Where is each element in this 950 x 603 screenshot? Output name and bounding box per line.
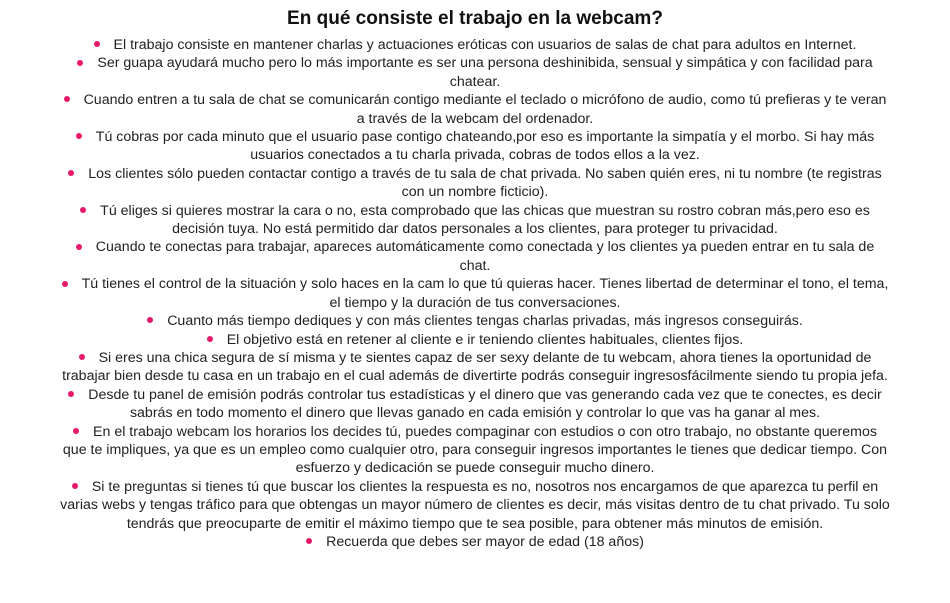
bullet-icon xyxy=(76,244,82,250)
list-item xyxy=(60,275,890,312)
list-item xyxy=(60,312,890,330)
list-item-text: Tú eliges si quieres mostrar la cara o no, esta comprobado que las chicas que muestran su rostro cobran más,pero eso es decisión tuya. No está permitido dar datos personales a los clientes, para proteger tu privacidad. xyxy=(100,202,870,238)
bullet-icon xyxy=(207,336,213,342)
list-item-text: Si eres una chica segura de sí misma y te sientes capaz de ser sexy delante de tu webcam, ahora tienes la oportunidad de trabajar bien desde tu casa en un trabajo en el cual además de divertirte podrás conseguir ingresosfácilmente siendo tu propia jefa. xyxy=(62,349,888,385)
list-item xyxy=(60,386,890,423)
list-item xyxy=(60,331,890,349)
list-item-text: En el trabajo webcam los horarios los decides tú, puedes compaginar con estudios o con otro trabajo, no obstante queremos que te impliques, ya que es un empleo como cualquier otro, para conseguir ingresos importantes le tienes que dedicar tiempo. Con esfuerzo y dedicación se puede conseguir mucho dinero. xyxy=(62,423,888,477)
list-item xyxy=(60,91,890,128)
list-item-text: Si te preguntas si tienes tú que buscar los clientes la respuesta es no, nosotros nos encargamos de que aparezca tu perfil en varias webs y tengas tráfico para que obtengas un mayor número de clientes es decir, más visitas dentro de tu chat privado. Tu solo tendrás que preocuparte de emitir el máximo tiempo que te sea posible, para obtener más minutos de emisión. xyxy=(60,478,890,532)
list-item xyxy=(60,36,890,54)
list-item-text: El trabajo consiste en mantener charlas y actuaciones eróticas con usuarios de salas de chat para adultos en Internet. xyxy=(113,37,857,53)
list-item-text: Cuando entren a tu sala de chat se comunicarán contigo mediante el teclado o micrófono de audio, como tú prefieras y te veran a través de la webcam del ordenador. xyxy=(83,92,887,127)
bullet-list xyxy=(0,36,950,551)
bullet-icon xyxy=(73,428,79,434)
list-item-text: Tú cobras por cada minuto que el usuario pase contigo chateando,por eso es importante la simpatía y el morbo. Si hay más usuarios conectados a tu charla privada, cobras de todos ellos a la vez. xyxy=(95,129,875,164)
list-item xyxy=(60,128,890,165)
bullet-icon xyxy=(76,133,82,139)
bullet-icon xyxy=(62,281,68,287)
bullet-icon xyxy=(64,96,70,102)
list-item-text: Cuando te conectas para trabajar, apareces automáticamente como conectada y los clientes ya pueden entrar en tu sala de chat. xyxy=(95,239,875,274)
bullet-icon xyxy=(79,354,85,360)
bullet-icon xyxy=(306,538,312,544)
list-item xyxy=(60,533,890,551)
list-item-text: Los clientes sólo pueden contactar contigo a través de tu sala de chat privada. No saben quién eres, ni tu nombre (te registras con un nombre ficticio). xyxy=(88,165,882,201)
list-item xyxy=(60,165,890,202)
list-item-text: Recuerda que debes ser mayor de edad (18 años) xyxy=(326,533,644,550)
list-item xyxy=(60,349,890,386)
bullet-icon xyxy=(72,483,78,489)
bullet-icon xyxy=(80,207,86,213)
list-item-text: El objetivo está en retener al cliente e ir teniendo clientes habituales, clientes fijos. xyxy=(226,331,744,348)
list-item-text: Tú tienes el control de la situación y solo haces en la cam lo que tú quieras hacer. Tienes libertad de determinar el tono, el tema, el tiempo y la duración de tus conversaciones. xyxy=(81,276,889,311)
list-item xyxy=(60,478,890,533)
bullet-icon xyxy=(77,60,83,66)
list-item-text: Desde tu panel de emisión podrás controlar tus estadísticas y el dinero que vas generando cada vez que te conectes, es decir sabrás en todo momento el dinero que llevas ganado en cada emisión y controlar lo que vas ha ganar al mes. xyxy=(88,386,882,422)
bullet-icon xyxy=(68,391,74,397)
bullet-icon xyxy=(94,41,100,47)
list-item xyxy=(60,238,890,275)
list-item xyxy=(60,54,890,91)
page-title: En qué consiste el trabajo en la webcam? xyxy=(287,8,663,29)
list-item xyxy=(60,423,890,478)
list-item-text: Cuanto más tiempo dediques y con más clientes tengas charlas privadas, más ingresos conseguirás. xyxy=(167,313,803,330)
bullet-icon xyxy=(68,170,74,176)
list-item xyxy=(60,202,890,239)
list-item-text: Ser guapa ayudará mucho pero lo más importante es ser una persona deshinibida, sensual y simpática y con facilidad para chatear. xyxy=(97,55,873,90)
bullet-icon xyxy=(147,317,153,323)
